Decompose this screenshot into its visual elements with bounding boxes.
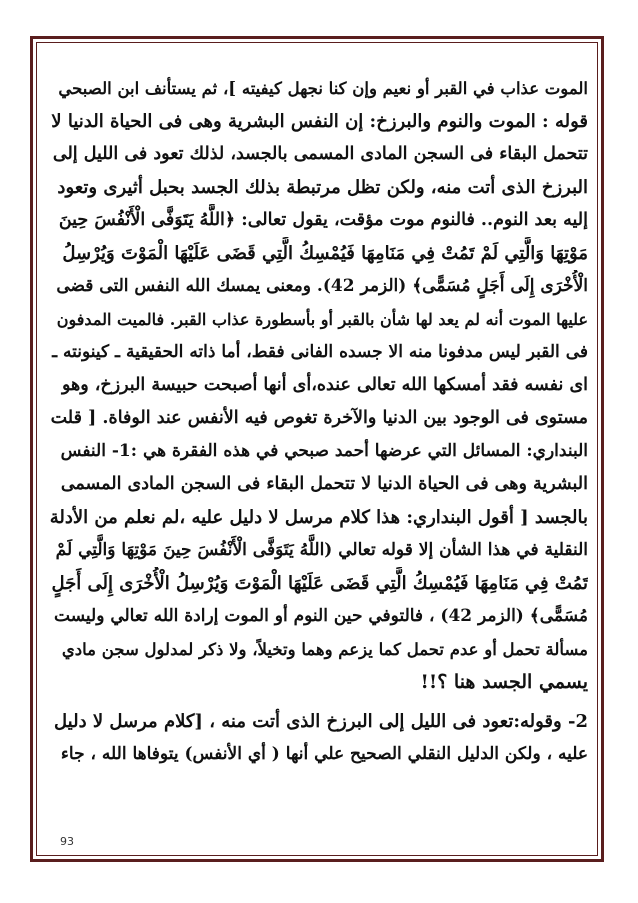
- text-line: اى نفسه فقد أمسكها الله تعالى عنده،أى أنها أصبحت حبيسة البرزخ، وهو: [61, 375, 588, 395]
- text-line: تتحمل البقاء فى السجن المادى المسمى بالجسد، لذلك تعود فى الليل إلى: [52, 144, 588, 164]
- text-line: إليه بعد النوم.. فالنوم موت مؤقت، يقول تعالى: ﴿اللَّهُ يَتَوَفَّى الْأَنْفُسَ حِينَ: [58, 210, 588, 230]
- text-line: فى القبر ليس مدفونا منه الا جسده الفانى فقط، أما ذاته الحقيقية ـ كينونته ـ: [52, 342, 588, 362]
- text-line: البشرية وهى فى الحياة الدنيا لا تتحمل البقاء فى السجن المادى المسمى: [60, 474, 588, 494]
- text-line: عليها الموت أنه لم يعد لها شأن بالقبر أو بأسطورة عذاب القبر. فالميت المدفون: [56, 310, 588, 329]
- text-line: البرزخ الذى أتت منه، ولكن تظل مرتبطة بذلك الجسد بحبل أثيرى وتعود: [57, 177, 588, 198]
- text-line: 2- وقوله:تعود فى الليل إلى البرزخ الذى أتت منه ، [كلام مرسل لا دليل: [54, 711, 588, 732]
- text-line: البنداري: المسائل التي عرضها أحمد صبحي في هذه الفقرة هي :1- النفس: [60, 441, 588, 461]
- text-line: مسألة تحمل أو عدم تحمل كما يزعم وهما وتخيلاً، ولا ذكر لمدلول سجن مادي: [61, 640, 588, 659]
- text-line: عليه ، ولكن الدليل النقلي الصحيح علي أنها ( أي الأنفس) يتوفاها الله ، جاء: [60, 744, 588, 764]
- text-line: الموت عذاب في القبر أو نعيم وإن كنا نجهل كيفيته ]، ثم يستأنف ابن الصبحي: [58, 79, 588, 98]
- text-line: النقلية في هذا الشأن إلا قوله تعالي (اللَّهُ يَتَوَفَّى الْأَنْفُسَ حِينَ مَوْتِهَا وَالَّتِي لَمْ: [55, 540, 588, 560]
- text-line: مستوى فى الوجود بين الدنيا والآخرة تغوص فيه الأنفس عند الوفاة. [ قلت: [50, 408, 588, 428]
- text-line: مَوْتِهَا وَالَّتِي لَمْ تَمُتْ فِي مَنَامِهَا فَيُمْسِكُ الَّتِي قَضَى عَلَيْهَا الْمَوْتَ وَيُرْسِلُ: [62, 243, 588, 264]
- text-line: بالجسد [ أقول البنداري: هذا كلام مرسل لا دليل عليه ،لم نعلم من الأدلة: [50, 507, 588, 528]
- text-line: تَمُتْ فِي مَنَامِهَا فَيُمْسِكُ الَّتِي قَضَى عَلَيْهَا الْمَوْتَ وَيُرْسِلُ الْأُخْرَى إِلَى أَجَلٍ: [51, 573, 588, 594]
- text-line: مُسَمًّى﴾ (الزمر 42) ، فالتوفي حين النوم أو الموت إرادة الله تعالي وليست: [54, 606, 588, 626]
- body-text: [50, 72, 588, 771]
- text-line: الْأُخْرَى إِلَى أَجَلٍ مُسَمًّى﴾ (الزمر 42). ومعنى يمسك الله النفس التى قضى: [56, 276, 588, 296]
- page-number: 93: [60, 835, 74, 848]
- text-line: يسمي الجسد هنا ؟!!: [420, 671, 588, 693]
- text-line: قوله : الموت والنوم والبرزخ: إن النفس البشرية وهى فى الحياة الدنيا لا: [51, 111, 588, 132]
